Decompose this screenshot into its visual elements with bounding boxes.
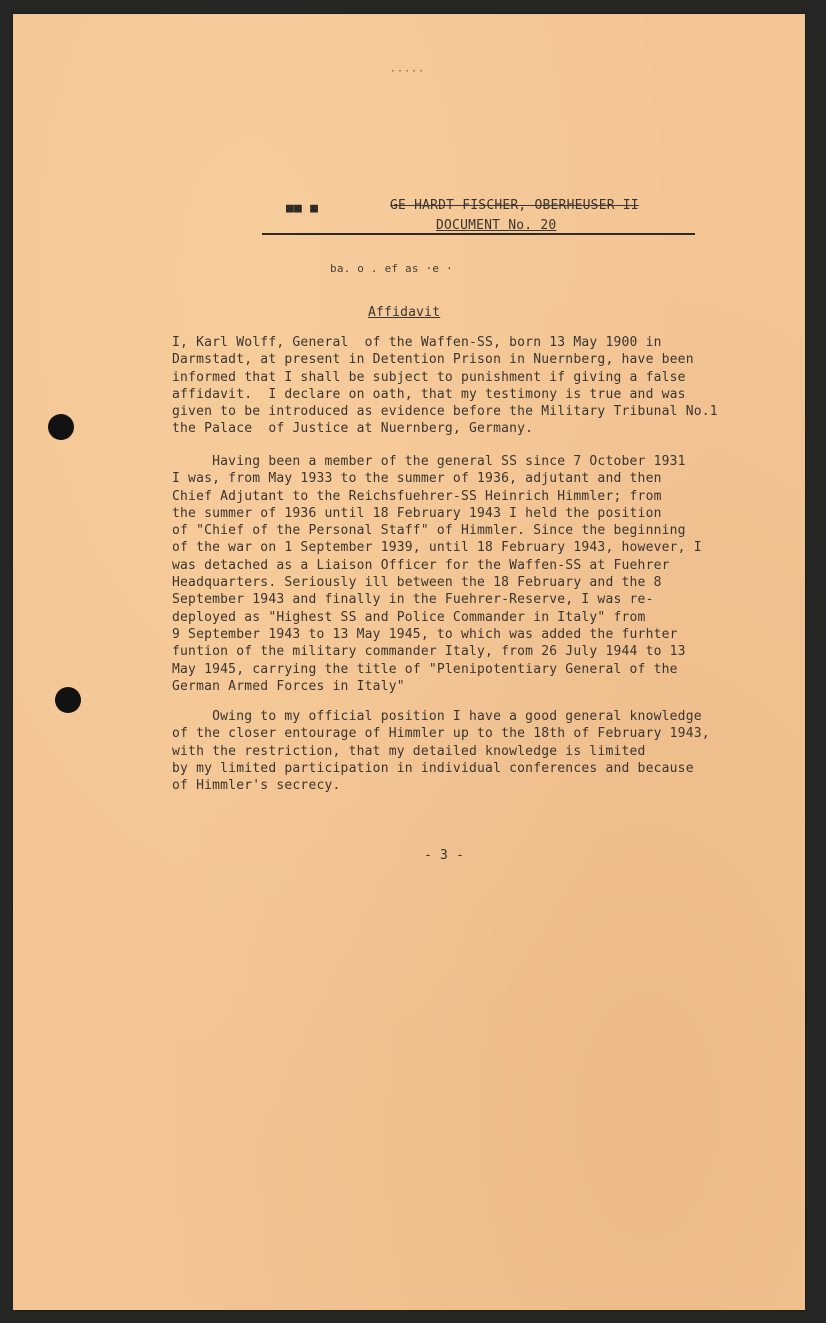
paragraph-1: I, Karl Wolff, General of the Waffen-SS, born 13 May 1900 in Darmstadt, at present in Detention Prison in Nuernberg, have been informed that I shall be subject to punishment if giving a false affidavit. I declare on oath, that my testimony is true and was given to be introduced as evidence before the Military Tribunal No.1 the Palace of Justice at Nuernberg, Germany.: [172, 335, 718, 437]
punch-hole-bottom: [55, 687, 81, 713]
header-rule: [262, 233, 695, 235]
page-number: - 3 -: [424, 848, 465, 863]
paragraph-3: Owing to my official position I have a good general knowledge of the closer entourage of Himmler up to the 18th of February 1943, with the restriction, that my detailed knowledge is limited by my limited participation in individual conferences and because of Himmler's secrecy.: [172, 709, 710, 794]
top-mark: ·····: [390, 66, 426, 77]
document-number: DOCUMENT No. 20: [436, 218, 557, 233]
paragraph-2: Having been a member of the general SS since 7 October 1931 I was, from May 1933 to the summer of 1936, adjutant and then Chief Adjutant to the Reichsfuehrer-SS Heinrich Himmler; from the summer of 1936 until 18 February 1943 I held the position of "Chief of the Personal Staff" of Himmler. Since the beginning of the war on 1 September 1939, until 18 February 1943, however, I was detached as a Liaison Officer for the Waffen-SS at Fuehrer Headquarters. Seriously ill between the 18 February and the 8 September 1943 and finally in the Fuehrer-Reserve, I was re- deployed as "Highest SS and Police Commander in Italy" from 9 September 1943 to 13 May 1945, to which was added the furhter funtion of the military commander Italy, from 26 July 1944 to 13 May 1945, carrying the title of "Plenipotentiary General of the German Armed Forces in Italy": [172, 454, 702, 694]
faded-line: ba. o . ef as ·e ·: [330, 262, 453, 275]
case-header: GE HARDT FISCHER, OBERHEUSER II: [390, 198, 639, 213]
affidavit-title: Affidavit: [368, 305, 441, 320]
punch-hole-top: [48, 414, 74, 440]
stamp-blot: ■■ ■: [286, 201, 319, 216]
